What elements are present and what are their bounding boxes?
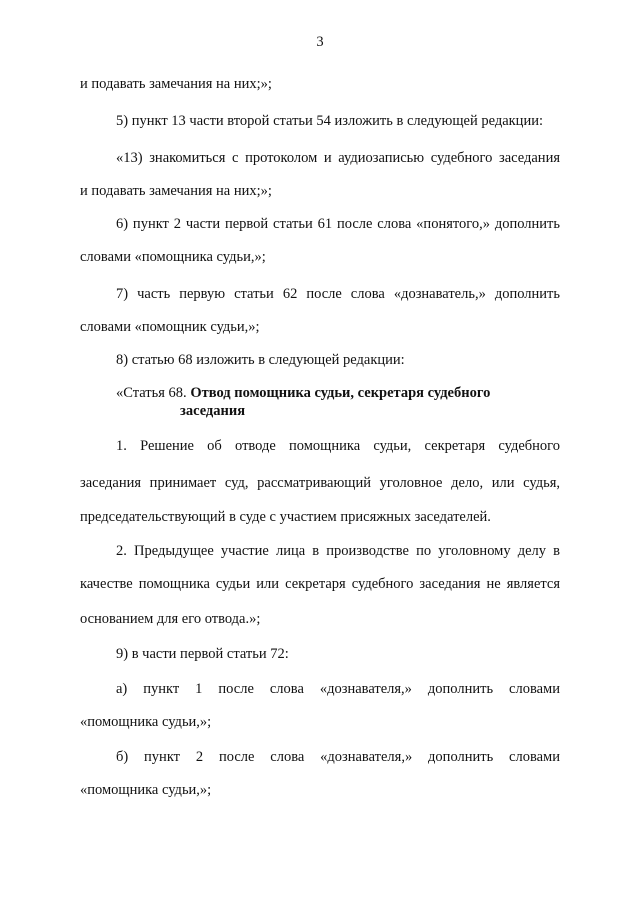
paragraph-line: 9) в части первой статьи 72: (116, 646, 289, 662)
paragraph-line: словами «помощник судьи,»; (80, 319, 260, 335)
article-heading-prefix: «Статья 68. (116, 385, 187, 401)
paragraph-line: основанием для его отвода.»; (80, 611, 261, 627)
article-heading-title: Отвод помощника судьи, секретаря судебного (190, 385, 491, 401)
paragraph-line: б) пункт 2 после слова «дознавателя,» дополнить словами (116, 749, 560, 765)
paragraph-line: «помощника судьи,»; (80, 782, 212, 798)
paragraph-line: и подавать замечания на них;»; (80, 76, 272, 92)
page-number: 3 (316, 34, 324, 50)
paragraph-line: «помощника судьи,»; (80, 714, 212, 730)
paragraph-line: заседания принимает суд, рассматривающий уголовное дело, или судья, (80, 475, 560, 491)
article-heading-title-cont: заседания (180, 403, 246, 419)
paragraph-line: 1. Решение об отводе помощника судьи, секретаря судебного (116, 438, 560, 454)
paragraph-line: 7) часть первую статьи 62 после слова «дознаватель,» дополнить (116, 286, 560, 302)
paragraph-line: качестве помощника судьи или секретаря судебного заседания не является (80, 576, 560, 592)
paragraph-line: председательствующий в суде с участием присяжных заседателей. (80, 509, 491, 525)
paragraph-line: и подавать замечания на них;»; (80, 183, 272, 199)
paragraph-line: «13) знакомиться с протоколом и аудиозаписью судебного заседания (116, 150, 560, 166)
paragraph-line: словами «помощника судьи,»; (80, 249, 266, 265)
paragraph-line: 6) пункт 2 части первой статьи 61 после слова «понятого,» дополнить (116, 216, 560, 232)
paragraph-line: 2. Предыдущее участие лица в производстве по уголовному делу в (116, 543, 560, 559)
paragraph-line: 5) пункт 13 части второй статьи 54 изложить в следующей редакции: (116, 113, 543, 129)
paragraph-line: а) пункт 1 после слова «дознавателя,» дополнить словами (116, 681, 560, 697)
paragraph-line: 8) статью 68 изложить в следующей редакции: (116, 352, 405, 368)
article-heading (116, 383, 560, 403)
